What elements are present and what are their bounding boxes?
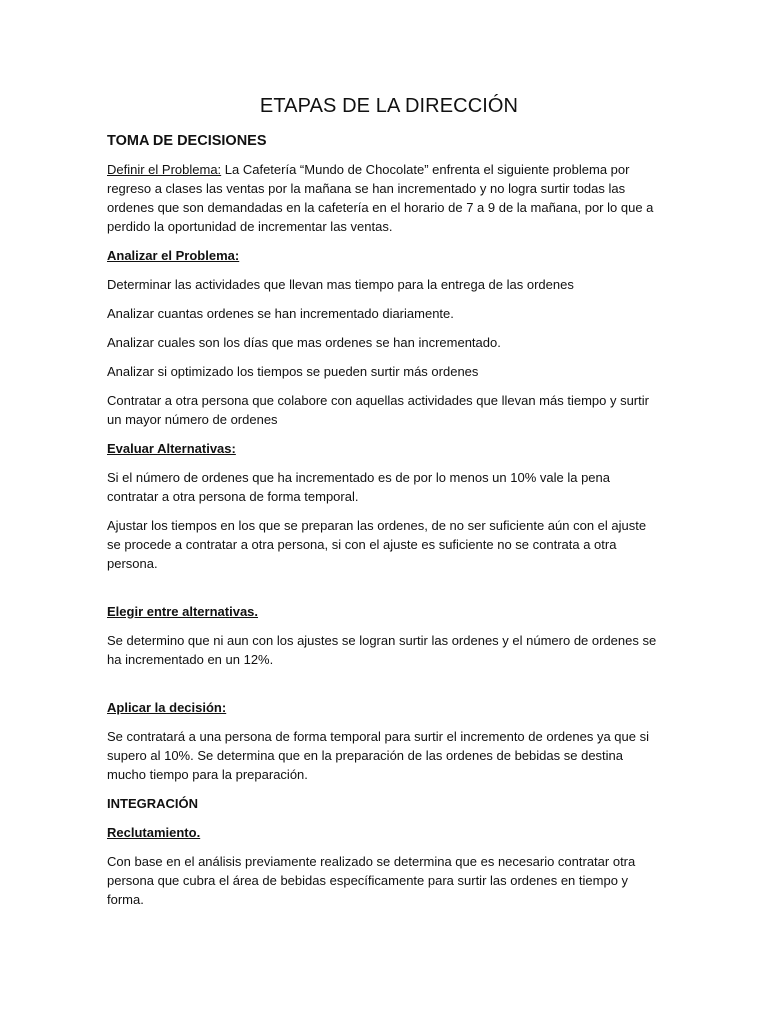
reclutamiento-heading: Reclutamiento.	[107, 825, 201, 840]
analizar-problema-heading: Analizar el Problema:	[107, 248, 240, 263]
aplicar-decision-text: Se contratará a una persona de forma temporal para surtir el incremento de ordenes ya que si supero al 10%. Se determina que en la preparación de las ordenes de bebidas se destina mucho tiempo para la preparación.	[107, 729, 649, 782]
analizar-item: Analizar cuales son los días que mas ordenes se han incrementado.	[107, 335, 501, 350]
elegir-alternativas-heading: Elegir entre alternativas.	[107, 604, 259, 619]
document-title: ETAPAS DE LA DIRECCIÓN	[259, 95, 519, 117]
reclutamiento-text: Con base en el análisis previamente realizado se determina que es necesario contratar otra persona que cubra el área de bebidas específicamente para surtir las ordenes en tiempo y forma.	[107, 854, 636, 907]
document-body	[107, 92, 663, 919]
definir-problema-label: Definir el Problema:	[107, 162, 222, 177]
elegir-alternativas-text: Se determino que ni aun con los ajustes se logran surtir las ordenes y el número de ordenes se ha incrementado en un 12%.	[107, 633, 657, 667]
evaluar-item: Si el número de ordenes que ha incrementado es de por lo menos un 10% vale la pena contratar a otra persona de forma temporal.	[107, 470, 610, 504]
analizar-item: Analizar si optimizado los tiempos se pueden surtir más ordenes	[107, 364, 479, 379]
section-heading-toma-de-decisiones: TOMA DE DECISIONES	[107, 133, 267, 149]
evaluar-item: Ajustar los tiempos en los que se preparan las ordenes, de no ser suficiente aún con el ajuste se procede a contratar a otra persona, si con el ajuste es suficiente no se contrata a otra persona.	[107, 518, 647, 571]
analizar-item: Contratar a otra persona que colabore con aquellas actividades que llevan más tiempo y surtir un mayor número de ordenes	[107, 393, 649, 427]
aplicar-decision-heading: Aplicar la decisión:	[107, 700, 227, 715]
integracion-heading: INTEGRACIÓN	[107, 796, 198, 811]
analizar-item: Determinar las actividades que llevan mas tiempo para la entrega de las ordenes	[107, 277, 574, 292]
analizar-item: Analizar cuantas ordenes se han incrementado diariamente.	[107, 306, 454, 321]
definir-problema-text: La Cafetería “Mundo de Chocolate” enfrenta el siguiente problema por regreso a clases las ventas por la mañana se han incrementado y no logra surtir todas las ordenes que son demandadas en la cafetería en el horario de 7 a 9 de la mañana, por lo que a perdido la oportunidad de incrementar las ventas.	[107, 162, 654, 234]
spacer	[107, 679, 663, 698]
evaluar-alternativas-heading: Evaluar Alternativas:	[107, 441, 236, 456]
definir-problema-paragraph	[107, 160, 663, 236]
spacer	[107, 583, 663, 602]
